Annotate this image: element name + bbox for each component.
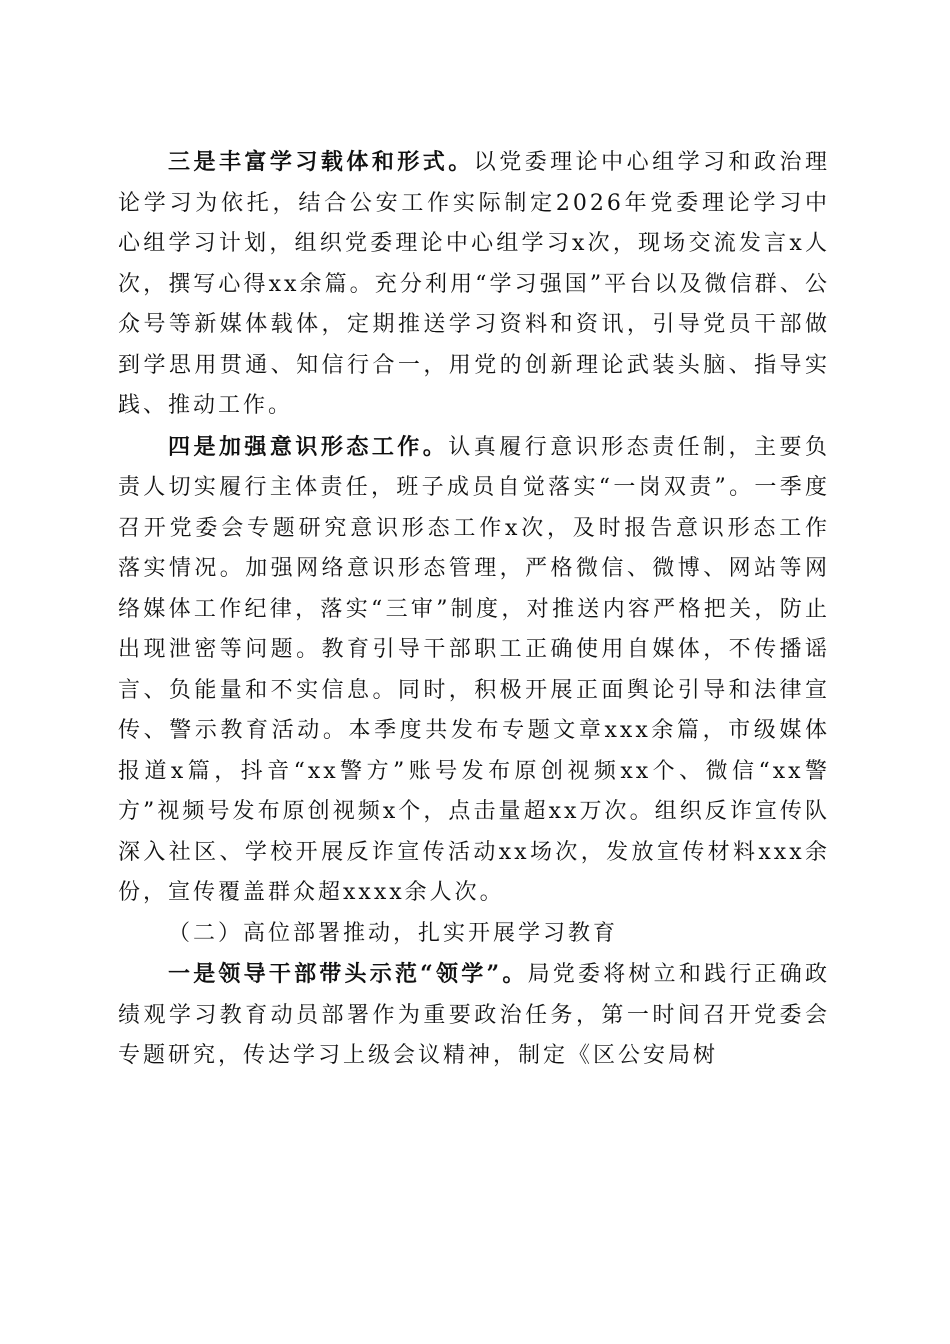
paragraph-lead: 三是丰富学习载体和形式。 xyxy=(168,149,474,175)
section-heading: （二）高位部署推动，扎实开展学习教育 xyxy=(168,920,619,946)
paragraph-leaders-lead-study xyxy=(118,954,830,1077)
document-body xyxy=(118,142,830,1077)
paragraph-lead: 一是领导干部带头示范“领学”。 xyxy=(168,961,528,987)
paragraph-ideology-work xyxy=(118,427,830,914)
paragraph-text: 认真履行意识形态责任制，主要负责人切实履行主体责任，班子成员自觉落实“一岗双责”。一季度召开党委会专题研究意识形态工作x次，及时报告意识形态工作落实情况。加强网络意识形态管理，严格微信、微博、网站等网络媒体工作纪律，落实“三审”制度，对推送内容严格把关，防止出现泄密等问题。教育引导干部职工正确使用自媒体，不传播谣言、负能量和不实信息。同时，积极开展正面舆论引导和法律宣传、警示教育活动。本季度共发布专题文章xxx余篇，市级媒体报道x篇，抖音“xx警方”账号发布原创视频xx个、微信“xx警方”视频号发布原创视频x个，点击量超xx万次。组织反诈宣传队深入社区、学校开展反诈宣传活动xx场次，发放宣传材料xxx余份，宣传覆盖群众超xxxx余人次。 xyxy=(118,434,830,905)
paragraph-lead: 四是加强意识形态工作。 xyxy=(168,433,449,460)
paragraph-text: 以党委理论中心组学习和政治理论学习为依托，结合公安工作实际制定2026年党委理论学习中心组学习计划，组织党委理论中心组学习x次，现场交流发言x人次，撰写心得xx余篇。充分利用“学习强国”平台以及微信群、公众号等新媒体载体，定期推送学习资料和资讯，引导党员干部做到学思用贯通、知信行合一，用党的创新理论武装头脑、指导实践、推动工作。 xyxy=(118,150,830,418)
paragraph-enrich-learning xyxy=(118,142,830,427)
paragraph-text: 局党委将树立和践行正确政绩观学习教育动员部署作为重要政治任务，第一时间召开党委会专题研究，传达学习上级会议精神，制定《区公安局树 xyxy=(118,962,830,1068)
